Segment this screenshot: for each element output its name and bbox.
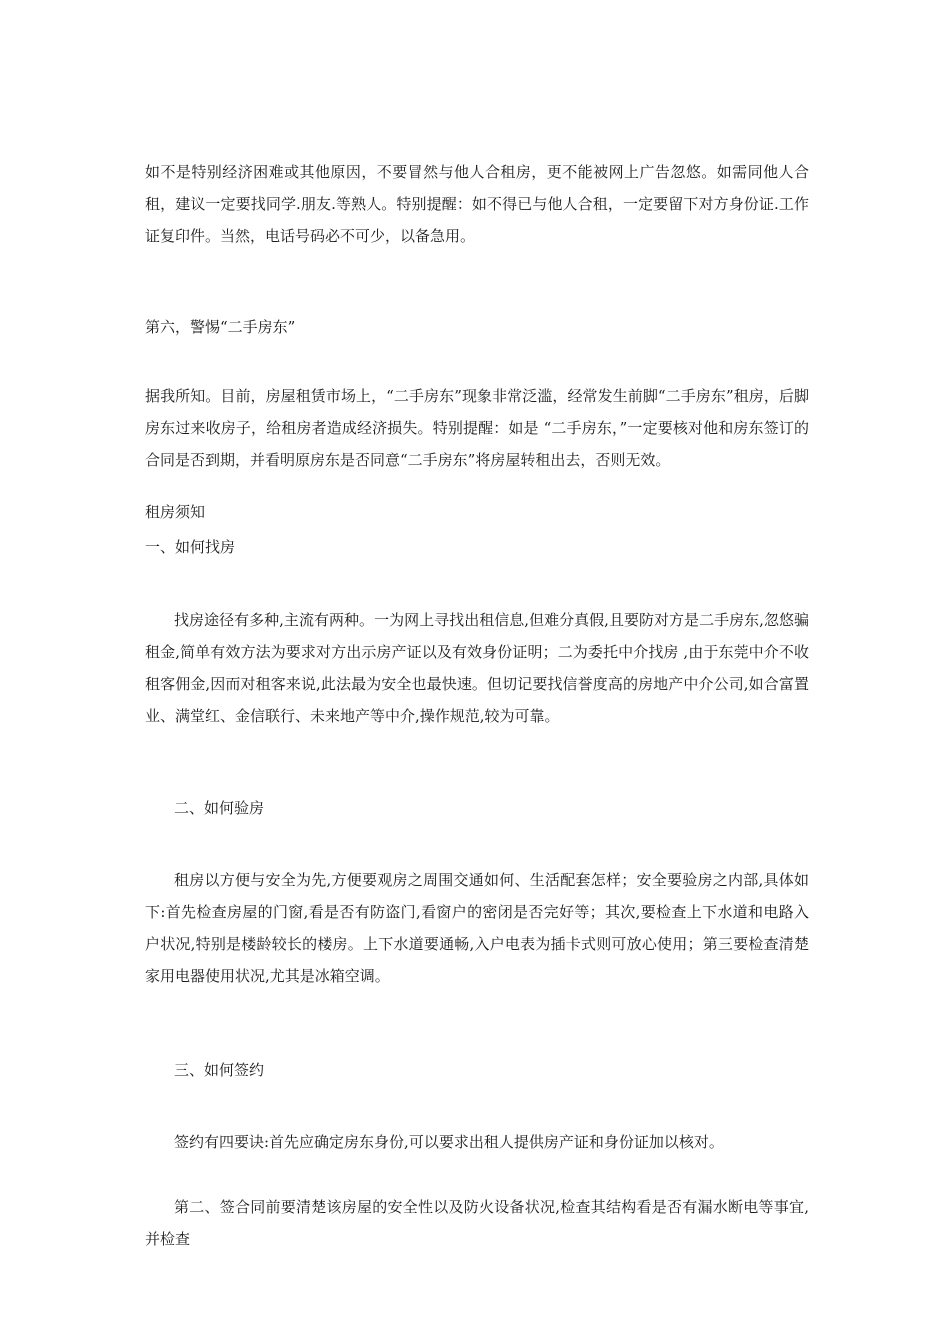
section-heading-sign-contract: 三、如何签约 xyxy=(174,1061,265,1079)
paragraph-inspect-house: 租房以方便与安全为先,方便要观房之周围交通如何、生活配套怎样；安全要验房之内部,具体如下:首先检查房屋的门窗,看是否有防盗门,看窗户的密闭是否完好等；其次,要检查上下水道和电路入户状况,特别是楼龄较长的楼房。上下水道要通畅,入户电表为插卡式则可放心使用；第三要检查清楚家用电器使用状况,尤其是冰箱空调。 xyxy=(145,871,809,985)
paragraph-find-house: 找房途径有多种,主流有两种。一为网上寻找出租信息,但难分真假,且要防对方是二手房东,忽悠骗租金,简单有效方法为要求对方出示房产证以及有效身份证明；二为委托中介找房 ,由于东莞中介不收租客佣金,因而对租客来说,此法最为安全也最快速。但切记要找信誉度高的房地产中介公司,如合富置业、满堂红、金信联行、未来地产等中介,操作规范,较为可靠。 xyxy=(145,611,809,725)
document-page xyxy=(145,0,809,1344)
section-heading-find-house: 一、如何找房 xyxy=(145,538,236,556)
paragraph-second-landlord: 据我所知。目前，房屋租赁市场上，“二手房东”现象非常泛滥，经常发生前脚“二手房东”租房，后脚房东过来收房子，给租房者造成经济损失。特别提醒：如是 “二手房东，”一定要核对他和房东签订的合同是否到期，并看明原房东是否同意“二手房东”将房屋转租出去，否则无效。 xyxy=(145,387,809,469)
section-heading-sixth: 第六，警惕“二手房东” xyxy=(145,318,296,336)
notice-title: 租房须知 xyxy=(145,503,206,521)
section-heading-inspect-house: 二、如何验房 xyxy=(174,799,265,817)
paragraph-sign-contract-1: 签约有四要诀:首先应确定房东身份,可以要求出租人提供房产证和身份证加以核对。 xyxy=(174,1133,724,1151)
paragraph-cohabitation-advice: 如不是特别经济困难或其他原因，不要冒然与他人合租房，更不能被网上广告忽悠。如需同他人合租，建议一定要找同学.朋友.等熟人。特别提醒：如不得已与他人合租，一定要留下对方身份证.工作证复印件。当然，电话号码必不可少，以备急用。 xyxy=(145,163,809,245)
paragraph-sign-contract-2: 第二、签合同前要清楚该房屋的安全性以及防火设备状况,检查其结构看是否有漏水断电等事宜,并检查 xyxy=(145,1198,809,1248)
